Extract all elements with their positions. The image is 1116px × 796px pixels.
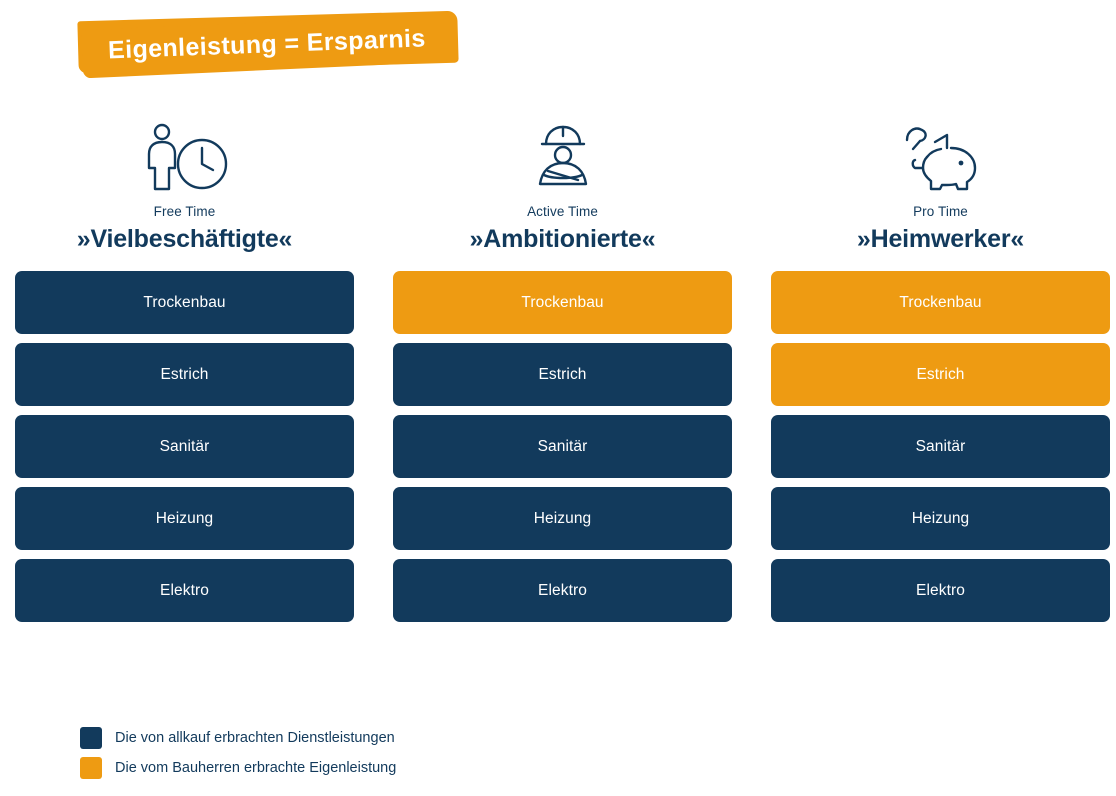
legend-item [80,727,396,749]
column-heimwerker [771,118,1110,622]
column-title: »Vielbeschäftigte« [76,225,293,253]
bar-list [771,271,1110,622]
person-clock-icon [138,118,232,196]
bar-item[interactable]: Trockenbau [771,271,1110,334]
bar-item[interactable]: Trockenbau [15,271,354,334]
bar-item[interactable]: Sanitär [771,415,1110,478]
column-subtitle: Pro Time [913,204,968,219]
columns-container [0,118,1116,622]
bar-item[interactable]: Heizung [393,487,732,550]
legend-swatch-orange [80,757,102,779]
bar-item[interactable]: Sanitär [393,415,732,478]
legend-label: Die von allkauf erbrachten Dienstleistungen [115,730,395,746]
column-ambitionierte [393,118,732,622]
legend-swatch-dark [80,727,102,749]
banner [78,16,468,80]
legend-label: Die vom Bauherren erbrachte Eigenleistung [115,760,397,776]
bar-item[interactable]: Elektro [15,559,354,622]
bar-list [393,271,732,622]
column-title: »Ambitionierte« [469,225,656,253]
column-vielbeschaeftigte [15,118,354,622]
bar-item[interactable]: Elektro [771,559,1110,622]
legend [80,727,396,779]
bar-item[interactable]: Heizung [15,487,354,550]
column-subtitle: Free Time [153,204,216,219]
bar-item[interactable]: Elektro [393,559,732,622]
column-title: »Heimwerker« [856,225,1025,253]
bar-item[interactable]: Estrich [771,343,1110,406]
bar-item[interactable]: Trockenbau [393,271,732,334]
bar-item[interactable]: Sanitär [15,415,354,478]
piggy-bank-icon [895,118,987,196]
column-subtitle: Active Time [527,204,598,219]
banner-title: Eigenleistung = Ersparnis [107,24,427,65]
bar-item[interactable]: Estrich [15,343,354,406]
bar-item[interactable]: Heizung [771,487,1110,550]
bar-item[interactable]: Estrich [393,343,732,406]
worker-helmet-icon [524,118,602,196]
legend-item [80,757,396,779]
bar-list [15,271,354,622]
